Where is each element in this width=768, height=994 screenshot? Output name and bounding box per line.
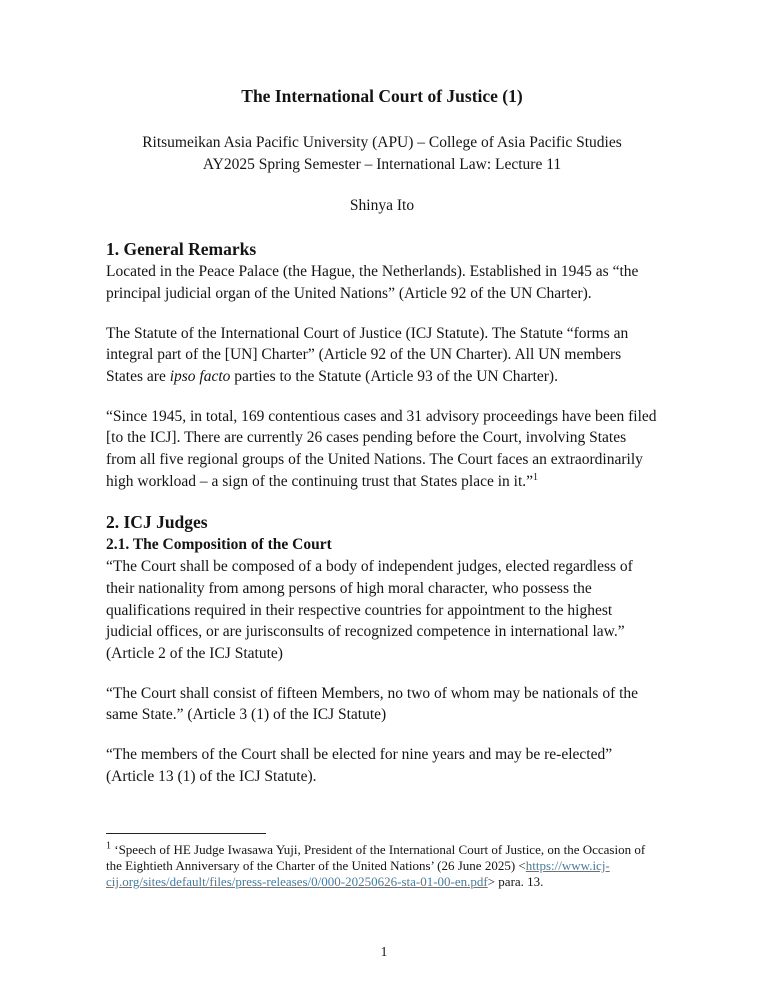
affiliation-block [106, 132, 658, 175]
page-number: 1 [380, 944, 388, 959]
section-1-paragraph-1: Located in the Peace Palace (the Hague, the Netherlands). Established in 1945 as “the principal judicial organ of the United Nations” (Article 92 of the UN Charter). [106, 263, 639, 302]
section-1-heading: 1. General Remarks [106, 239, 257, 260]
document-title: The International Court of Justice (1) [241, 86, 523, 106]
section-2-heading: 2. ICJ Judges [106, 512, 208, 533]
footnote-reference: 1 [533, 471, 539, 483]
section-2-paragraph-2: “The Court shall consist of fifteen Members, no two of whom may be nationals of the same State.” (Article 3 (1) of the ICJ Statute) [106, 684, 639, 724]
document-content [106, 84, 658, 787]
paragraph-text: “Since 1945, in total, 169 contentious cases and 31 advisory proceedings have been filed [to the ICJ]. There are currently 26 cases pending before the Court, involving States from all five regional groups of the United Nations. The Court faces an extraordinarily high workload – a sign of the continuing trust that States place in it.” [106, 407, 657, 490]
author-name: Shinya Ito [349, 197, 415, 215]
footnote-separator [106, 833, 266, 834]
footnote [106, 842, 662, 891]
subsection-2-1-heading: 2.1. The Composition of the Court [106, 536, 332, 554]
paragraph-text: The Statute of the International Court of Justice (ICJ Statute). The Statute “forms an integral part of the [UN] Charter” (Article 92 of the UN Charter). All UN members States are [106, 324, 629, 385]
affiliation-line-1: Ritsumeikan Asia Pacific University (APU) – College of Asia Pacific Studies [142, 134, 622, 151]
section-1-paragraph-3 [106, 406, 658, 493]
footnote-text-before-link: ‘Speech of HE Judge Iwasawa Yuji, President of the International Court of Justice, on the Occasion of the Eightieth Anniversary of the Charter of the United Nations’ (26 June 2025) < [106, 842, 646, 874]
footnote-marker: 1 [106, 840, 111, 852]
section-2-paragraph-1: “The Court shall be composed of a body of independent judges, elected regardless of their nationality from among persons of high moral character, who possess the qualifications required in their respective countries for appointment to the highest judicial offices, or are jurisconsults of recognized competence in international law.” (Article 2 of the ICJ Statute) [106, 558, 633, 662]
paragraph-text: parties to the Statute (Article 93 of the UN Charter). [230, 367, 558, 385]
footnote-text-after-link: > para. 13. [487, 874, 544, 890]
section-1-paragraph-2 [106, 323, 658, 388]
footnote-area [106, 833, 662, 891]
affiliation-line-2: AY2025 Spring Semester – International Law: Lecture 11 [202, 155, 562, 173]
section-2-paragraph-3: “The members of the Court shall be elected for nine years and may be re-elected” (Article 13 (1) of the ICJ Statute). [106, 746, 613, 785]
footnote-url-link[interactable]: https://www.icj-cij.org/sites/default/files/press-releases/0/000-20250626-sta-01-00-en.pdf [106, 858, 610, 890]
latin-phrase-italic: ipso facto [169, 367, 231, 385]
